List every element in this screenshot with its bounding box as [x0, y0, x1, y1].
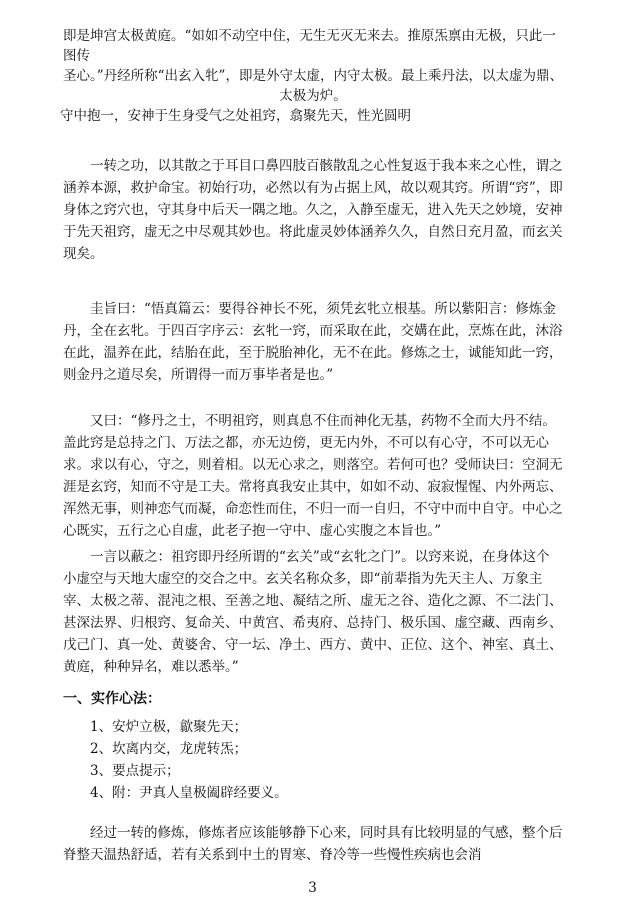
- header-line-3: 太极为炉。: [279, 88, 347, 104]
- paragraph-3-block: [63, 410, 563, 542]
- paragraph-1: 一转之功，以其散之于耳目口鼻四肢百骸散乱之心性复返于我本来之心性，谓之涵养本源，救护命宝。初始行功，必然以有为占据上风，故以观其窍。所谓“窍”，即身体之窍穴也，守其身中后天一隅之地。久之，入静至虚无，进入先天之妙境，安神于先天祖窍，虚无之中尽观其妙也。将此虚灵妙体涵养久久，自然日充月盈，而玄关现矣。: [63, 158, 563, 262]
- method-list: [90, 716, 560, 804]
- header-section: [60, 26, 563, 126]
- list-item: 3、要点提示；: [90, 763, 180, 779]
- paragraph-2: 圭旨曰：“悟真篇云：要得谷神长不死，须凭玄牝立根基。所以紫阳言：修炼金丹，全在玄牝。于四百字序云：玄牝一窍，而采取在此，交媾在此，烹炼在此，沐浴在此，温养在此，结胎在此，至于脱胎神化，无不在此。修炼之士，诚能知此一窍，则金丹之道尽矣，所谓得一而万事毕者是也。”: [63, 301, 563, 383]
- closing-paragraph: 经过一转的修炼，修炼者应该能够静下心来，同时具有比较明显的气感，整个后脊整天温热舒适，若有关系到中土的胃寒、脊冷等一些慢性疾病也会消: [63, 825, 563, 863]
- header-line-2: 圣心。”丹经所称“出玄入牝”，即是外守太虚，内守太极。最上乘丹法，以太虚为鼎、: [63, 68, 563, 84]
- closing-block: [63, 822, 563, 866]
- list-item: 2、坎离内交，龙虎转炁；: [90, 741, 248, 757]
- list-item: 1、安炉立极，歙聚先天；: [90, 719, 248, 735]
- paragraph-3: 又曰：“修丹之士，不明祖窍，则真息不住而神化无基，药物不全而大丹不结。盖此窍是总持之门、万法之都，亦无边傍，更无内外，不可以有心守，不可以无心求。求以有心，守之，则着相。以无心求之，则落空。若何可也？受师诀曰：空洞无涯是玄窍，知而不守是工夫。常将真我安止其中，如如不动、寂寂惺惺、内外两忘、浑然无事，则神恋气而凝，命恋性而住，不归一而一自归，不守中而中自守。中心之心既实，五行之心自虚，此老子抱一守中、虚心实腹之本旨也。”: [63, 413, 563, 539]
- header-line-1: 即是坤宫太极黄庭。“如如不动空中住，无生无灭无来去。推原炁禀由无极，只此一图传: [63, 28, 556, 64]
- paragraph-4: 一言以蔽之：祖窍即丹经所谓的“玄关”或“玄牝之门”。以窍来说，在身体这个小虚空与天地大虚空的交合之中。玄关名称众多，即“前辈指为先天主人、万象主宰、太极之蒂、混沌之根、至善之地、凝结之所、虚无之谷、造化之源、不二法门、甚深法界、归根窍、复命关、中黄宫、希夷府、总持门、极乐国、虚空藏、西南乡、戊己门、真一处、黄婆舍、守一坛、净土、西方、黄中、正位、这个、神室、真土、黄庭，种种异名，难以悉举。”: [63, 549, 563, 675]
- paragraph-4-block: [63, 546, 563, 678]
- list-item: 4、附：尹真人皇极阖辟经要义。: [90, 785, 288, 801]
- paragraph-1-block: [63, 155, 563, 265]
- paragraph-2-block: [63, 298, 563, 386]
- header-line-4: 守中抱一，安神于生身受气之处祖窍，翕聚先天，性光圆明: [60, 108, 411, 124]
- section-title: 一、实作心法：: [63, 691, 161, 707]
- page-number: 3: [308, 880, 317, 896]
